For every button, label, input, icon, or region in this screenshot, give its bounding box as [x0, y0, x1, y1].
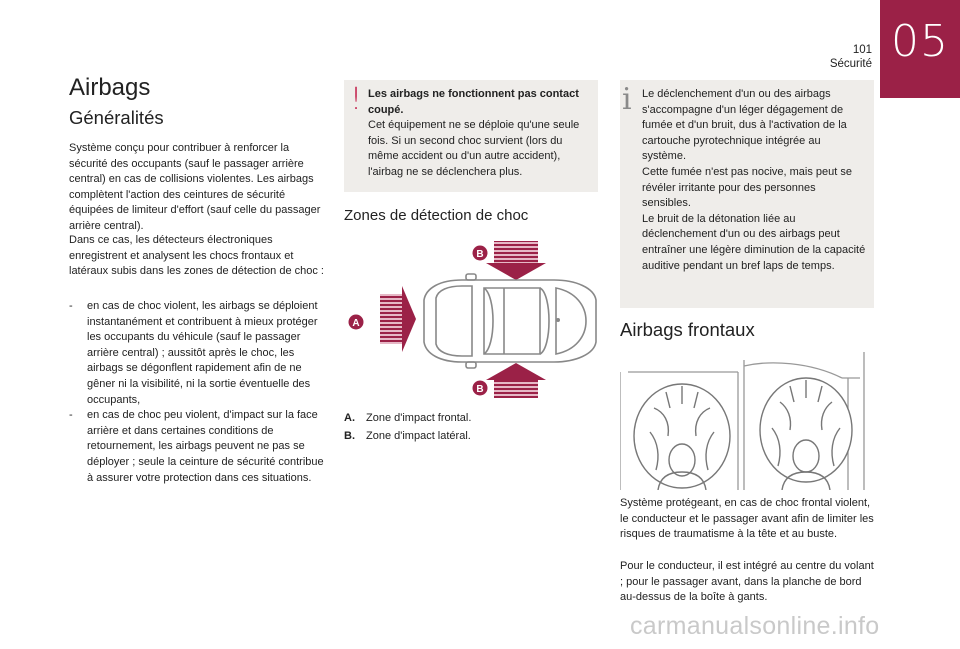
info-icon: i	[622, 82, 632, 117]
chapter-tab	[880, 0, 960, 98]
page-number: 101	[852, 44, 872, 56]
page-title: Airbags	[69, 74, 151, 101]
info-line: Le bruit de la détonation liée au déclenchement d'un ou des airbags peut entraîner une légère diminution de la capacité auditive pendant un bref laps de temps.	[642, 212, 866, 272]
svg-text:B: B	[476, 249, 484, 260]
arrow-a	[380, 286, 416, 352]
list-item: - en cas de choc violent, les airbags se déploient instantanément et contribuent à mieux protéger les occupants du véhicule (sauf le passager arrière central) ; aussitôt après le choc, les airbags se dégonflent rapidement afin de ne gêner ni la visibilité, ni la sortie éventuelle des occupants,	[69, 300, 318, 406]
car-outline	[424, 274, 596, 368]
info-line: Cette fumée n'est pas nocive, mais peut se révéler irritante pour des personnes sensibles.	[642, 165, 852, 210]
zones-heading: Zones de détection de choc	[344, 207, 529, 224]
list-item: - en cas de choc peu violent, d'impact sur la face arrière et dans certaines conditions de retournement, les airbags peuvent ne pas se déployer ; seule la ceinture de sécurité contribue à assurer votre protection dans ces situations.	[69, 409, 324, 484]
label-b-top	[473, 246, 488, 261]
section-title: Sécurité	[829, 58, 872, 70]
warning-note	[344, 80, 598, 192]
info-note	[620, 80, 874, 308]
warning-title: Les airbags ne fonctionnent pas contact coupé.	[368, 88, 579, 116]
exclamation-icon: !	[350, 82, 363, 117]
legend-item-a: A. Zone d'impact frontal.	[344, 412, 472, 424]
frontal-airbags-illustration	[620, 352, 874, 490]
driver-airbag	[634, 384, 730, 490]
passenger-airbag	[760, 378, 852, 490]
watermark: carmanualsonline.info	[630, 612, 880, 640]
frontal-paragraph-1: Système protégeant, en cas de choc frontal violent, le conducteur et le passager avant afin de limiter les risques de traumatisme à la tête et au buste.	[620, 497, 874, 541]
detection-paragraph: Dans ce cas, les détecteurs électroniques enregistrent et analysent les chocs frontaux et latéraux subis dans les zones de détection de choc :	[69, 234, 324, 278]
frontal-paragraph-2: Pour le conducteur, il est intégré au centre du volant ; pour le passager avant, dans la planche de bord au-dessus de la boîte à gants.	[620, 560, 874, 604]
warning-text: Cet équipement ne se déploie qu'une seule fois. Si un second choc survient (lors du même accident ou d'un autre accident), l'airbag ne se déclenchera plus.	[368, 119, 580, 178]
label-a	[349, 315, 364, 330]
section-subtitle: Généralités	[69, 107, 164, 128]
impact-zones-diagram	[344, 236, 600, 402]
svg-text:B: B	[476, 384, 484, 395]
chapter-number: 05	[891, 16, 949, 67]
legend-item-b: B. Zone d'impact latéral.	[344, 430, 471, 442]
intro-paragraph: Système conçu pour contribuer à renforcer la sécurité des occupants (sauf le passager arrière central) en cas de collisions violentes. Les airbags complètent l'action des ceintures de sécurité équipées de limiteur d'effort (sauf celle du passager arrière central).	[69, 142, 321, 232]
arrow-b-top	[486, 241, 546, 280]
frontal-airbags-heading: Airbags frontaux	[620, 319, 755, 340]
svg-text:A: A	[352, 318, 360, 329]
label-b-bottom	[473, 381, 488, 396]
info-line: Le déclenchement d'un ou des airbags s'accompagne d'un léger dégagement de fumée et d'un bruit, dus à l'activation de la cartouche pyrotechnique intégrée au système.	[642, 88, 847, 163]
behaviour-list	[69, 299, 331, 486]
arrow-b-bottom	[486, 363, 546, 398]
